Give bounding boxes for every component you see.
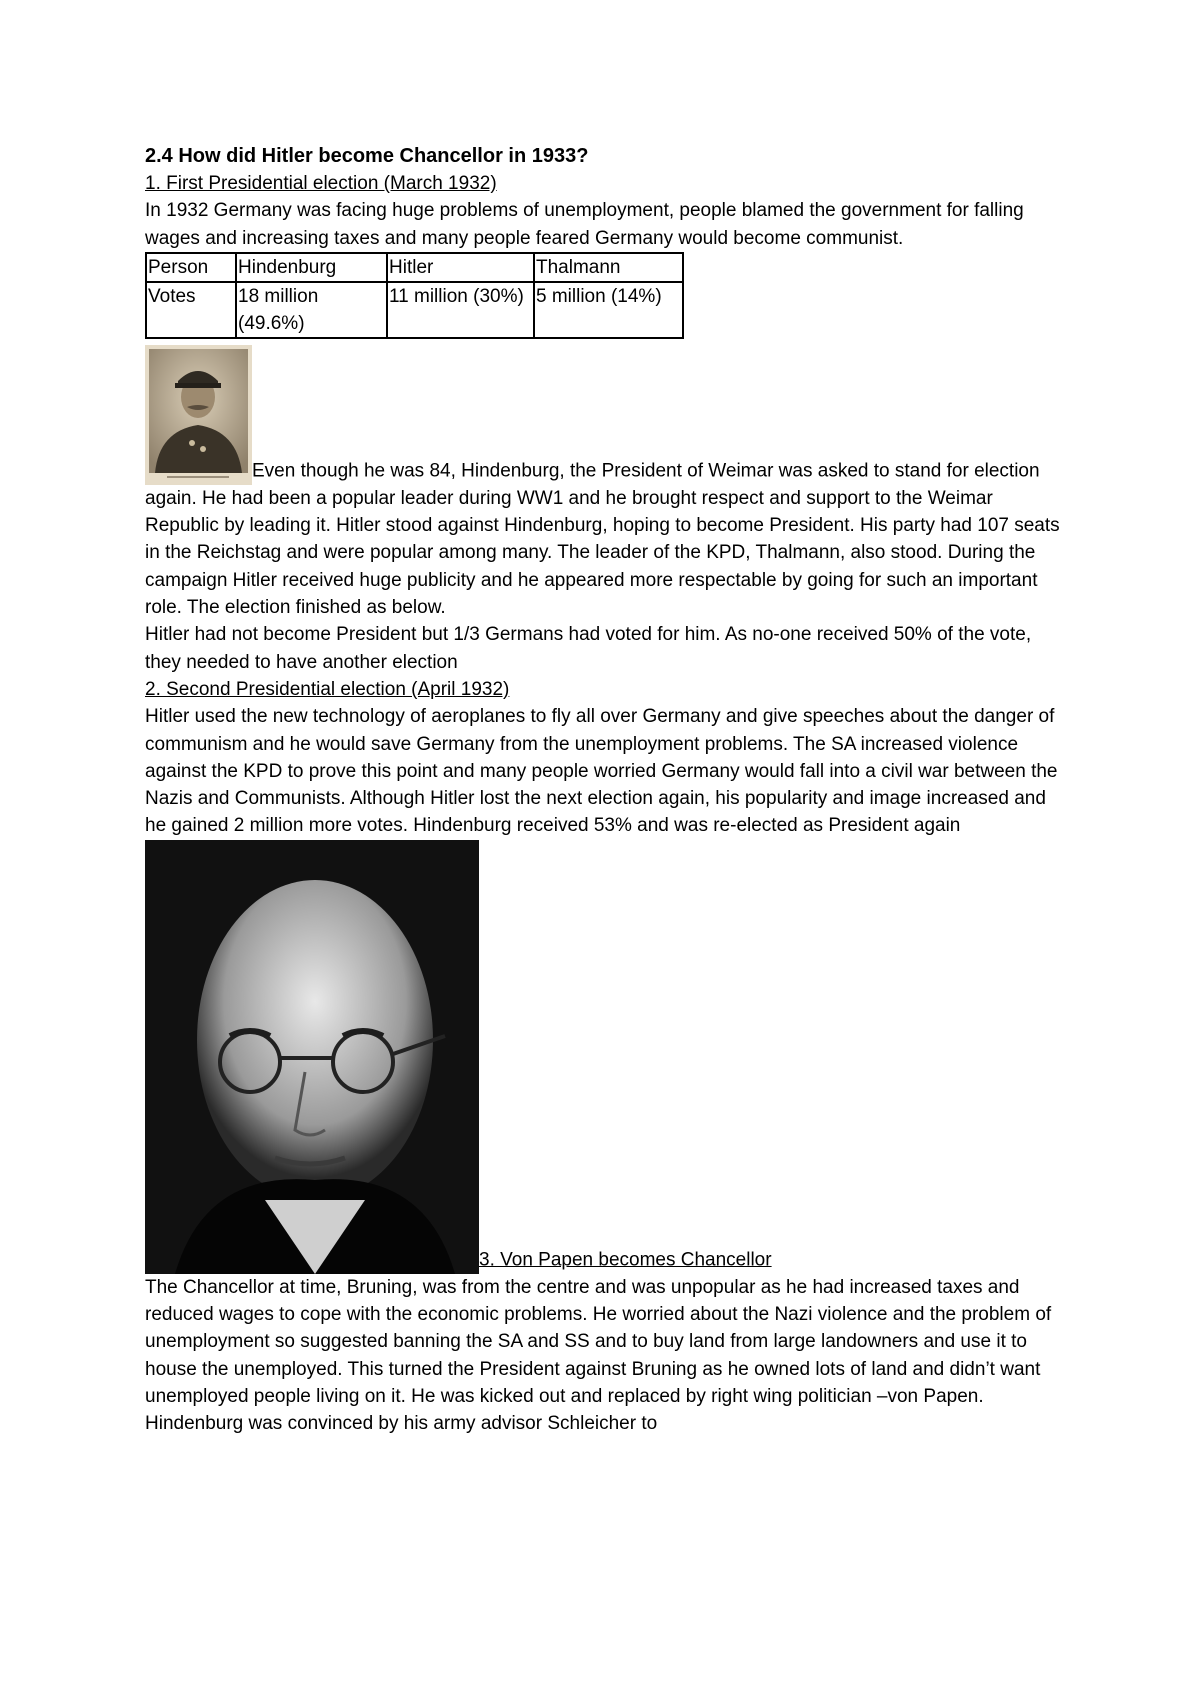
table-cell: Hindenburg — [236, 253, 387, 282]
section-1-title: 1. First Presidential election (March 1932) — [145, 173, 497, 194]
page-title: 2.4 How did Hitler become Chancellor in 1933? — [145, 145, 589, 167]
section-3-title: 3. Von Papen becomes Chancellor — [479, 1249, 772, 1271]
section-1-conclusion: Hitler had not become President but 1/3 Germans had voted for him. As no-one received 50% of the vote, they needed to have another election — [145, 624, 1032, 673]
table-cell: 5 million (14%) — [534, 282, 683, 338]
table-row — [146, 253, 683, 282]
document-page — [145, 143, 1070, 1438]
section-3-heading-line — [145, 840, 1070, 1274]
table-cell: 11 million (30%) — [387, 282, 534, 338]
hindenburg-portrait — [145, 345, 252, 485]
von-papen-portrait — [145, 840, 479, 1274]
table-cell: Hitler — [387, 253, 534, 282]
table-cell: Thalmann — [534, 253, 683, 282]
section-1-intro: In 1932 Germany was facing huge problems of unemployment, people blamed the government for falling wages and increasing taxes and many people feared Germany would become communist. — [145, 200, 1024, 249]
election-results-table — [145, 252, 684, 339]
table-cell: Person — [146, 253, 236, 282]
section-1-body: Even though he was 84, Hindenburg, the President of Weimar was asked to stand for election again. He had been a popular leader during WW1 and he brought respect and support to the Weimar Republic by leading it. Hitler stood against Hindenburg, hoping to become President. His party had 107 seats in the Reichstag and were popular among many. The leader of the KPD, Thalmann, also stood. During the campaign Hitler received huge publicity and he appeared more respectable by going for such an important role. The election finished as below. — [145, 345, 1070, 621]
table-cell: 18 million (49.6%) — [236, 282, 387, 338]
section-2-title: 2. Second Presidential election (April 1932) — [145, 678, 510, 700]
table-row — [146, 282, 683, 338]
table-cell: Votes — [146, 282, 236, 338]
section-3-body: The Chancellor at time, Bruning, was from the centre and was unpopular as he had increased taxes and reduced wages to cope with the economic problems. He worried about the Nazi violence and the problem of unemployment so suggested banning the SA and SS and to buy land from large landowners and use it to house the unemployed. This turned the President against Bruning as he owned lots of land and didn’t want unemployed people living on it. He was kicked out and replaced by right wing politician –von Papen. Hindenburg was convinced by his army advisor Schleicher to — [145, 1276, 1052, 1435]
section-2-body: Hitler used the new technology of aeroplanes to fly all over Germany and give speeches about the danger of communism and he would save Germany from the unemployment problems. The SA increased violence against the KPD to prove this point and many people worried Germany would fall into a civil war between the Nazis and Communists. Although Hitler lost the next election again, his popularity and image increased and he gained 2 million more votes. Hindenburg received 53% and was re-elected as President again — [145, 706, 1058, 837]
